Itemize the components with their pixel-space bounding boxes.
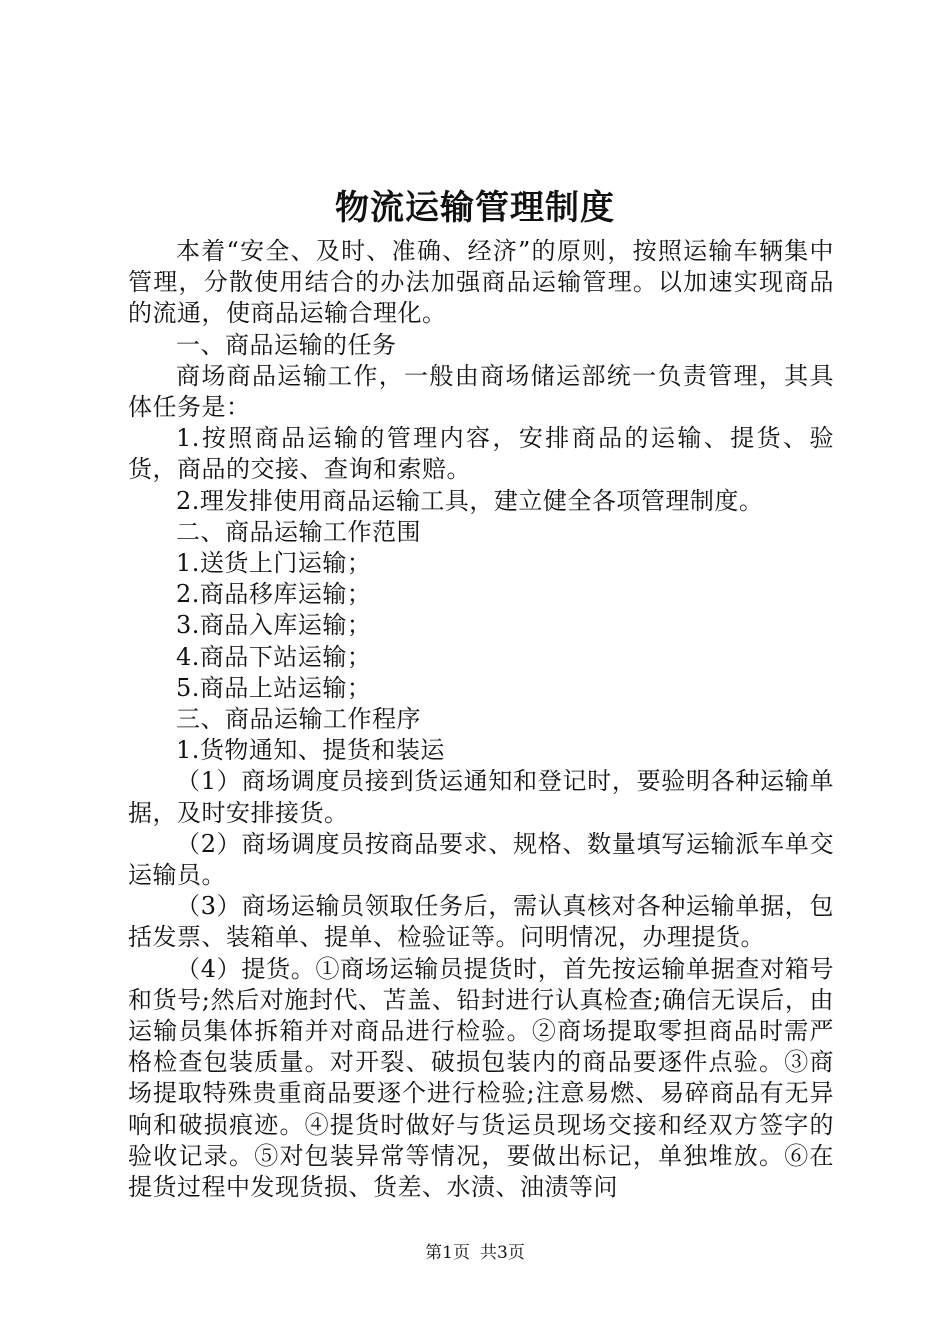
procedure-paragraph: （4）提货。①商场运输员提货时，首先按运输单据查对箱号和货号;然后对施封代、苫盖、铅封进行认真检查;确信无误后，由运输员集体拆箱并对商品进行检验。②商场提取零担商品时需严格检查包装质量。对开裂、破损包装内的商品要逐件点验。③商场提取特殊贵重商品要逐个进行检验;注意易燃、易碎商品有无异响和破损痕迹。④提货时做好与货运员现场交接和经双方签字的验收记录。⑤对包装异常等情况，要做出标记，单独堆放。⑥在提货过程中发现货损、货差、水渍、油渍等问 xyxy=(128,954,834,1202)
page-footer xyxy=(0,1242,950,1264)
list-item: 1.按照商品运输的管理内容，安排商品的运输、提货、验货，商品的交接、查询和索赔。 xyxy=(128,424,834,484)
list-item: 2.理发排使用商品运输工具，建立健全各项管理制度。 xyxy=(176,486,764,515)
procedure-paragraph: （2）商场调度员按商品要求、规格、数量填写运输派车单交运输员。 xyxy=(128,829,834,890)
section-paragraph: 商场商品运输工作，一般由商场储运部统一负责管理，其具体任务是： xyxy=(128,361,834,422)
page-number: 第1页 xyxy=(425,1243,470,1263)
procedure-paragraph: （1）商场调度员接到货运通知和登记时，要验明各种运输单据，及时安排接货。 xyxy=(128,767,834,827)
section-heading-1: 一、商品运输的任务 xyxy=(176,330,397,359)
intro-paragraph: 本着“安全、及时、准确、经济”的原则，按照运输车辆集中管理，分散使用结合的办法加强商品运输管理。以加速实现商品的流通，使商品运输合理化。 xyxy=(128,237,834,328)
list-item: 5.商品上站运输； xyxy=(176,673,372,702)
page-total: 共3页 xyxy=(480,1243,525,1263)
section-heading-2: 二、商品运输工作范围 xyxy=(176,517,421,546)
document-body xyxy=(128,236,834,1203)
document-title: 物流运输管理制度 xyxy=(335,188,615,228)
list-item: 2.商品移库运输； xyxy=(176,580,372,609)
section-heading-3: 三、商品运输工作程序 xyxy=(176,705,421,734)
list-item: 1.送货上门运输； xyxy=(176,549,372,578)
list-item: 4.商品下站运输； xyxy=(176,642,372,671)
subsection-heading: 1.货物通知、提货和装运 xyxy=(176,736,445,765)
list-item: 3.商品入库运输； xyxy=(176,611,372,640)
procedure-paragraph: （3）商场运输员领取任务后，需认真核对各种运输单据，包括发票、装箱单、提单、检验证等。问明情况，办理提货。 xyxy=(128,892,834,952)
